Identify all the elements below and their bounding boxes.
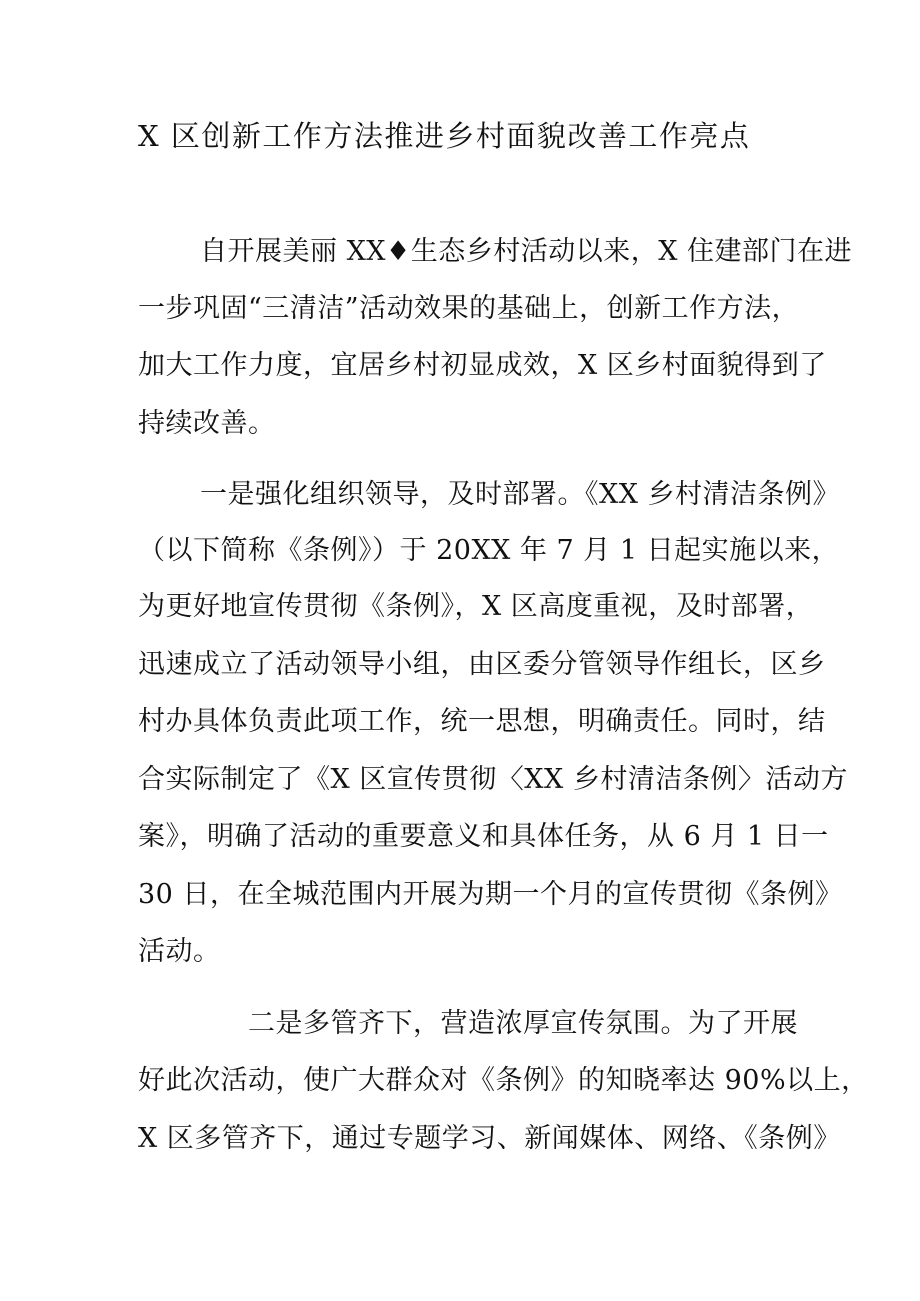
paragraph-2-line-1: 一是强化组织领导，及时部署。《XX 乡村清洁条例》: [200, 479, 841, 510]
paragraph-2-line-2: （以下简称《条例》）于 20XX 年 7 月 1 日起实施以来，: [138, 535, 840, 566]
paragraph-2-line-5: 村办具体负责此项工作，统一思想，明确责任。同时，结: [138, 706, 826, 737]
paragraph-2-line-7: 案》，明确了活动的重要意义和具体任务，从 6 月 1 日一: [138, 821, 829, 852]
paragraph-3-line-1: 二是多管齐下，营造浓厚宣传氛围。为了开展: [248, 1008, 798, 1039]
paragraph-2-line-4: 迅速成立了活动领导小组，由区委分管领导作组长，区乡: [138, 649, 826, 680]
paragraph-3-line-3: X 区多管齐下，通过专题学习、新闻媒体、网络、《条例》: [138, 1123, 841, 1154]
paragraph-2-line-6: 合实际制定了《X 区宣传贯彻〈XX 乡村清洁条例〉活动方: [138, 764, 848, 795]
paragraph-1-line-3: 加大工作力度，宜居乡村初显成效，X 区乡村面貌得到了: [138, 350, 827, 381]
paragraph-1-line-1: 自开展美丽 XX♦生态乡村活动以来，X 住建部门在进: [200, 236, 853, 267]
document-title: X 区创新工作方法推进乡村面貌改善工作亮点: [138, 119, 751, 153]
paragraph-2-line-9: 活动。: [138, 936, 221, 967]
paragraph-1-line-2: 一步巩固“三清洁”活动效果的基础上，创新工作方法，: [138, 293, 800, 324]
paragraph-3-line-2: 好此次活动，使广大群众对《条例》的知晓率达 90%以上，: [138, 1065, 869, 1096]
paragraph-2-line-3: 为更好地宣传贯彻《条例》，X 区高度重视，及时部署，: [138, 591, 814, 622]
paragraph-2-line-8: 30 日，在全城范围内开展为期一个月的宣传贯彻《条例》: [138, 879, 843, 910]
paragraph-1-line-4: 持续改善。: [138, 408, 276, 439]
